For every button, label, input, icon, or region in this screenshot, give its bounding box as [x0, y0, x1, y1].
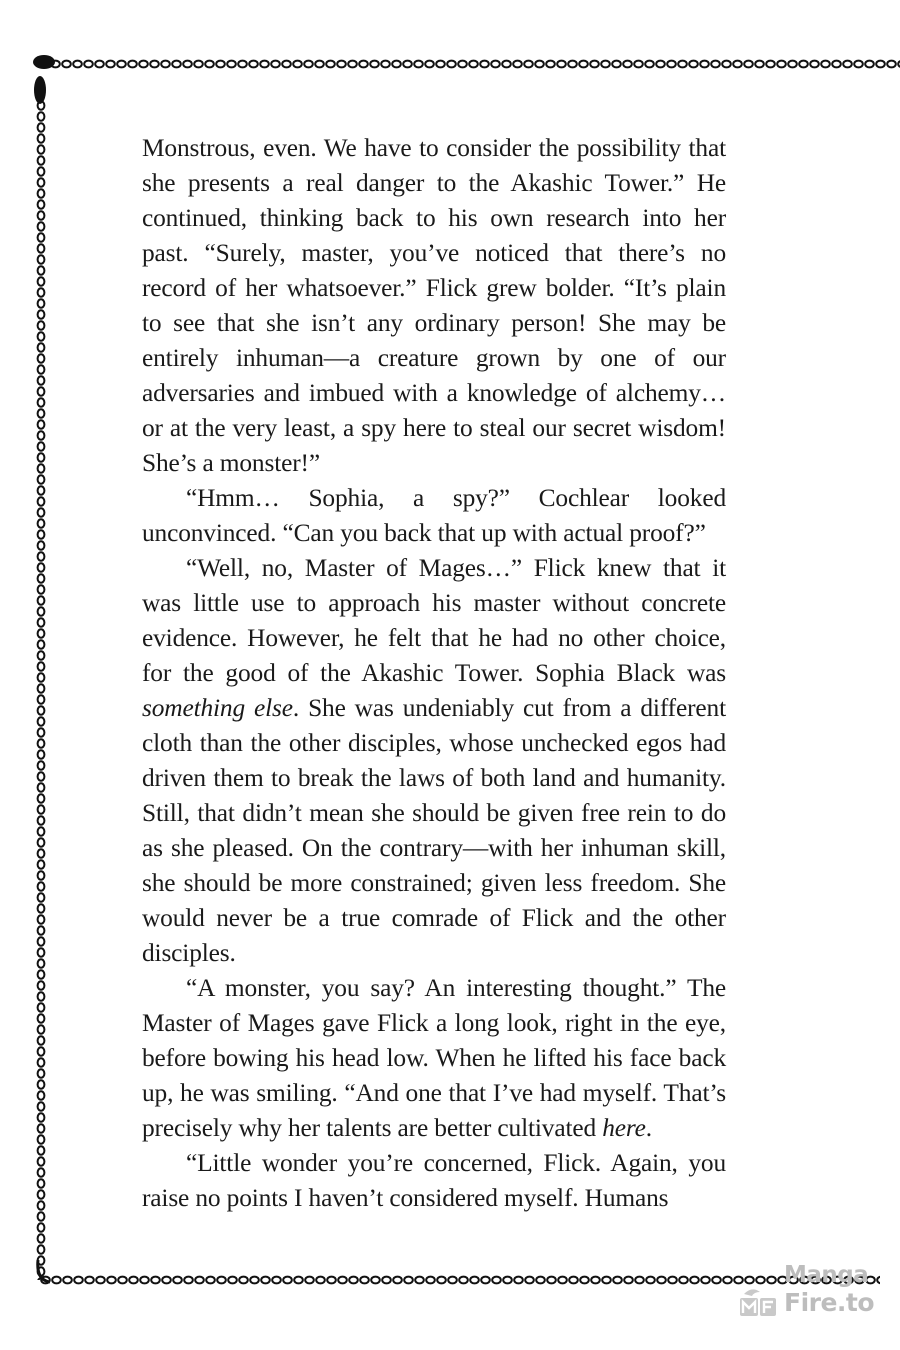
text-segment: . [645, 1114, 652, 1142]
text-segment: Monstrous, even. We have to consider the possibility that she presents a real danger to the Akashic Tower.” He continued, thinking back to his own research into her past. “Surely, master, you’ve noticed that there’s no record of her whatsoever.” Flick grew bolder. “It’s plain to see that she isn’t any ordinary person! She may be entirely inhuman—a creature grown by one of our adversaries and imbued with a knowledge of alchemy… or at the very least, a spy here to steal our secret wisdom! She’s a monster!” [142, 134, 726, 477]
paragraph [142, 481, 726, 551]
watermark-manga: Manga [784, 1262, 869, 1288]
text-segment: “Little wonder you’re concerned, Flick. Again, you raise no points I haven’t considered myself. Humans [142, 1149, 726, 1212]
italic-text: something else [142, 694, 293, 722]
paragraph [142, 131, 726, 481]
text-segment: “Hmm… Sophia, a spy?” Cochlear looked unconvinced. “Can you back that up with actual proof?” [142, 484, 726, 547]
paragraph [142, 551, 726, 971]
italic-text: here [602, 1114, 646, 1142]
text-segment: “A monster, you say? An interesting thought.” The Master of Mages gave Flick a long look, right in the eye, before bowing his head low. When he lifted his face back up, he was smiling. “And one that I’ve had myself. That’s precisely why her talents are better cultivated [142, 974, 726, 1142]
chain-border-top [50, 57, 900, 71]
body-text [142, 131, 726, 1216]
mangafire-logo-icon [738, 1286, 778, 1318]
paragraph [142, 1146, 726, 1216]
text-segment: . She was undeniably cut from a different cloth than the other disciples, whose unchecked egos had driven them to break the laws of both land and humanity. Still, that didn’t mean she should be given free rein to do as she pleased. On the contrary—with her inhuman skill, she should be more constrained; given less freedom. She would never be a true comrade of Flick and the other disciples. [142, 694, 726, 967]
paragraph [142, 971, 726, 1146]
chain-border-left [34, 100, 48, 1280]
text-segment: “Well, no, Master of Mages…” Flick knew that it was little use to approach his master without concrete evidence. However, he felt that he had no other choice, for the good of the Akashic Tower. Sophia Black was [142, 554, 726, 687]
watermark-fire: Fire.to [784, 1288, 875, 1317]
watermark [738, 1262, 878, 1322]
